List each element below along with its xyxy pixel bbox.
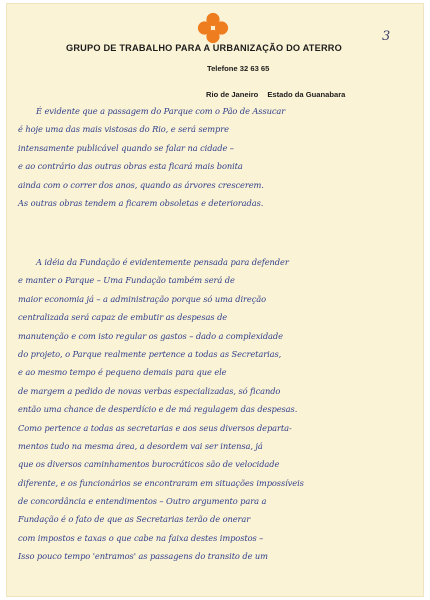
phone-label: Telefone — [207, 64, 238, 73]
handwritten-line: com impostos e taxas o que cabe na faixa destes impostos – — [18, 532, 264, 543]
handwritten-line: Isso pouco tempo 'entramos' as passagens do transito de um — [18, 551, 268, 562]
page-number: 3 — [382, 29, 391, 44]
city-name: Rio de Janeiro — [206, 90, 259, 99]
handwritten-line: ainda com o correr dos anos, quando as árvores crescerem. — [18, 179, 264, 190]
handwritten-line: A idéia da Fundação é evidentemente pensada para defender — [36, 257, 289, 267]
handwritten-line: e manter o Parque – Uma Fundação também será de — [18, 275, 235, 286]
handwritten-line: Fundação é o fato de que as Secretarias terão de onerar — [18, 514, 251, 525]
logo-petal-bottom — [206, 30, 219, 43]
letterhead-title: GRUPO DE TRABALHO PARA A URBANIZAÇÃO DO ATERRO — [66, 43, 342, 53]
handwritten-line: diferente, e os funcionários se encontraram em situações impossíveis — [18, 477, 304, 488]
handwritten-line: de concordância e entendimentos – Outro argumento para a — [18, 496, 267, 507]
handwritten-line: intensamente publicável quando se falar na cidade – — [18, 142, 234, 153]
document-page — [6, 3, 424, 597]
handwritten-line: do projeto, o Parque realmente pertence a todas as Secretarias, — [18, 348, 282, 359]
handwritten-line: As outras obras tendem a ficarem obsoletas e deterioradas. — [18, 197, 264, 208]
handwritten-paragraph-1 — [18, 102, 416, 212]
phone-number: 32 63 65 — [239, 64, 270, 73]
handwritten-line: que os diversos caminhamentos burocráticos são de velocidade — [18, 459, 280, 470]
handwritten-line: mentos tudo na mesma área, a desordem vai ser intensa, já — [18, 440, 263, 451]
letterhead-phone — [207, 64, 269, 73]
handwritten-line: Como pertence a todas as secretarias e aos seus diversos departa- — [18, 422, 292, 433]
handwritten-paragraph-2 — [18, 253, 420, 566]
handwritten-line: é hoje uma das mais vistosas do Rio, e será sempre — [18, 124, 229, 135]
handwritten-line: de margem a pedido de novas verbas especializadas, só ficando — [18, 385, 281, 396]
four-petal-logo-icon — [196, 11, 230, 45]
handwritten-line: e ao contrário das outras obras esta ficará mais bonita — [18, 161, 243, 172]
handwritten-line: É evidente que a passagem do Parque com o Pão de Assucar — [36, 106, 286, 116]
handwritten-line: então uma chance de desperdício e de má regulagem das despesas. — [18, 404, 298, 415]
handwritten-line: maior economia já – a administração porque só uma direção — [18, 293, 266, 304]
state-name: Estado da Guanabara — [267, 90, 346, 99]
handwritten-line: e ao mesmo tempo é pequeno demais para que ele — [18, 367, 227, 378]
handwritten-line: centralizada será capaz de embutir as despesas de — [18, 312, 228, 323]
letterhead-location — [206, 90, 345, 99]
handwritten-line: manutenção e com isto regular os gastos – dado a complexidade — [18, 330, 283, 341]
